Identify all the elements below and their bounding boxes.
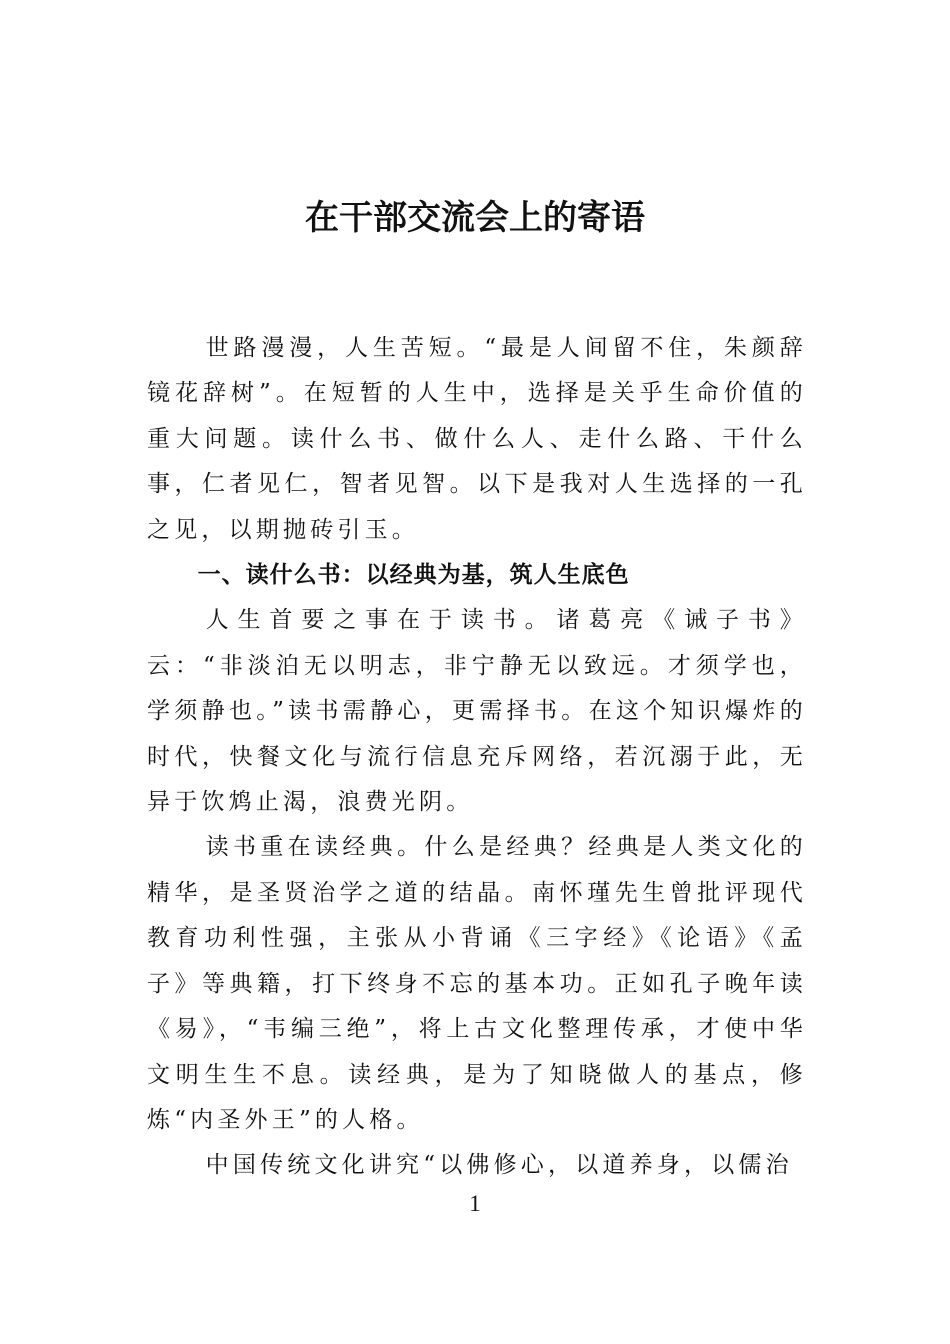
paragraph-classics: 读书重在读经典。什么是经典？经典是人类文化的精华，是圣贤治学之道的结晶。南怀瑾先生曾批评现代教育功利性强，主张从小背诵《三字经》《论语》《孟子》等典籍，打下终身不忘的基本功。正如孔子晚年读《易》，“韦编三绝”，将上古文化整理传承，才使中华文明生生不息。读经典，是为了知晓做人的基点，修炼“内圣外王”的人格。 (147, 834, 807, 1133)
paragraph-tradition: 中国传统文化讲究“以佛修心，以道养身，以儒治 (205, 1152, 793, 1179)
paragraph-intro: 世路漫漫，人生苦短。“最是人间留不住，朱颜辞镜花辞树”。在短暂的人生中，选择是关乎生命价值的重大问题。读什么书、做什么人、走什么路、干什么事，仁者见仁，智者见智。以下是我对人生选择的一孔之见，以期抛砖引玉。 (147, 335, 807, 543)
page-number: 1 (469, 1191, 481, 1216)
paragraph-reading: 人生首要之事在于读书。诸葛亮《诫子书》云：“非淡泊无以明志，非宁静无以致远。才须学也，学须静也。”读书需静心，更需择书。在这个知识爆炸的时代，快餐文化与流行信息充斥网络，若沉溺于此，无异于饮鸩止渴，浪费光阴。 (147, 607, 807, 816)
document-title: 在干部交流会上的寄语 (305, 198, 645, 238)
document-body (147, 326, 807, 1189)
section-heading-1: 一、读什么书：以经典为基，筑人生底色 (197, 562, 630, 589)
